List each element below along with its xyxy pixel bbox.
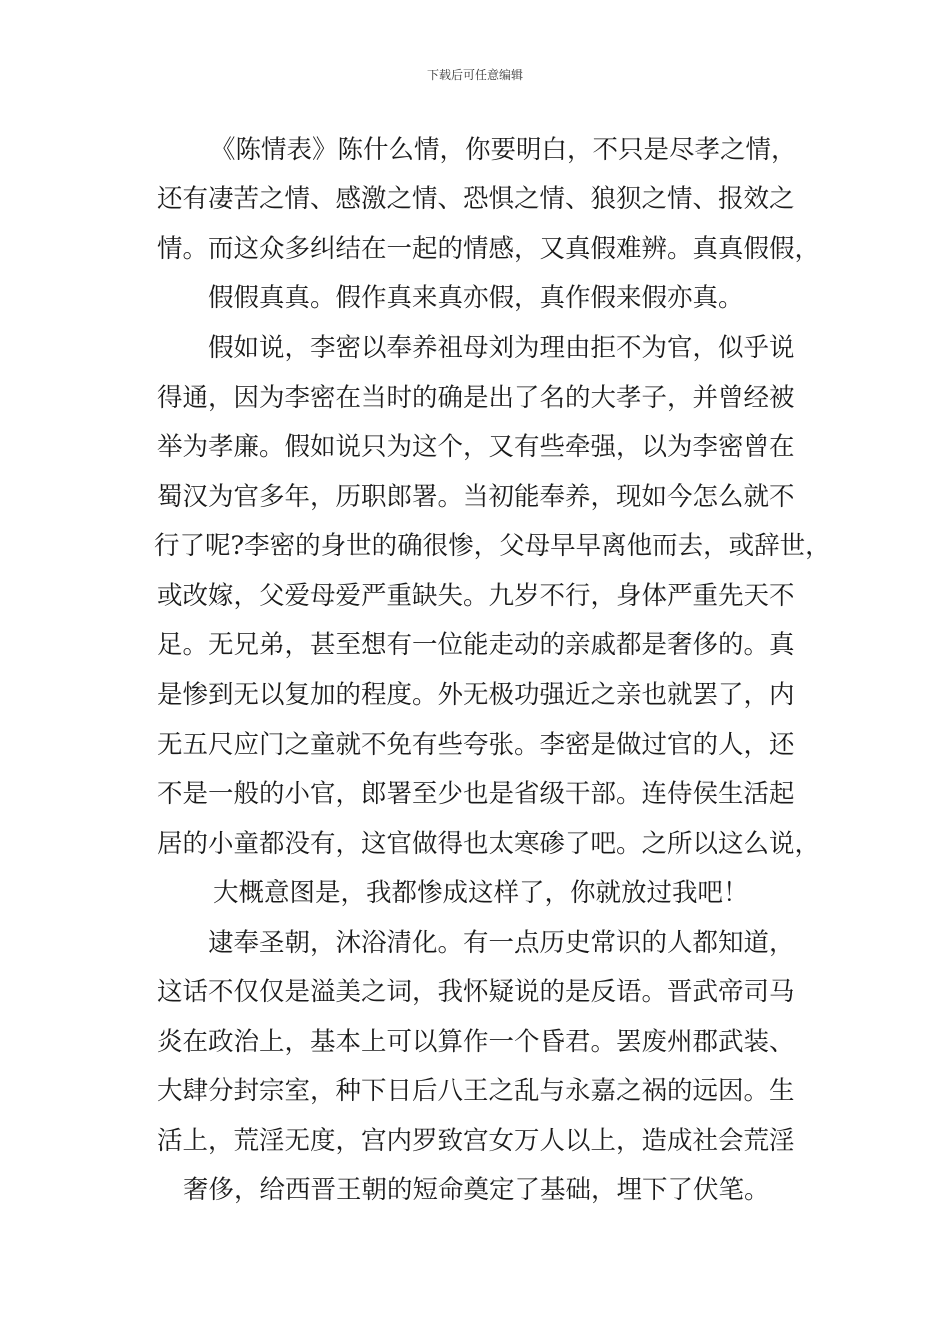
- text-line: 足。无兄弟，甚至想有一位能走动的亲戚都是奢侈的。真: [157, 630, 795, 660]
- text-line: 蜀汉为官多年，历职郎署。当初能奉养，现如今怎么就不: [157, 482, 795, 512]
- text-line: 《陈情表》陈什么情，你要明白，不只是尽孝之情，: [210, 135, 797, 165]
- text-line: 举为孝廉。假如说只为这个，又有些牵强，以为李密曾在: [157, 432, 795, 462]
- text-line: 行了呢?李密的身世的确很惨，父母早早离他而去，或辞世，: [154, 531, 831, 561]
- page-header: 下载后可任意编辑: [426, 68, 523, 82]
- text-line: 无五尺应门之童就不免有些夸张。李密是做过官的人，还: [157, 730, 795, 760]
- text-line: 逮奉圣朝，沐浴清化。有一点历史常识的人都知道，: [208, 928, 795, 958]
- text-line: 假假真真。假作真来真亦假，真作假来假亦真。: [208, 283, 744, 313]
- text-line: 得通，因为李密在当时的确是出了名的大孝子，并曾经被: [157, 383, 795, 413]
- text-line: 情。而这众多纠结在一起的情感，又真假难辨。真真假假，: [157, 234, 821, 264]
- text-line: 大肆分封宗室，种下日后八王之乱与永嘉之祸的远因。生: [157, 1076, 795, 1106]
- text-line: 大概意图是，我都惨成这样了，你就放过我吧！: [213, 878, 749, 908]
- text-line: 不是一般的小官，郎署至少也是省级干部。连侍侯生活起: [157, 779, 795, 809]
- text-line: 或改嫁，父爱母爱严重缺失。九岁不行，身体严重先天不: [157, 581, 795, 611]
- text-line: 假如说，李密以奉养祖母刘为理由拒不为官，似乎说: [208, 333, 795, 363]
- text-line: 活上，荒淫无度，宫内罗致宫女万人以上，造成社会荒淫: [157, 1126, 795, 1156]
- text-line: 炎在政治上，基本上可以算作一个昏君。罢废州郡武装、: [157, 1027, 795, 1057]
- text-line: 还有凄苦之情、感激之情、恐惧之情、狼狈之情、报效之: [157, 184, 795, 214]
- text-line: 是惨到无以复加的程度。外无极功强近之亲也就罢了，内: [157, 680, 795, 710]
- text-line: 居的小童都没有，这官做得也太寒碜了吧。之所以这么说，: [157, 829, 821, 859]
- text-line: 奢侈，给西晋王朝的短命奠定了基础，埋下了伏笔。: [183, 1175, 770, 1205]
- text-line: 这话不仅仅是溢美之词，我怀疑说的是反语。晋武帝司马: [157, 977, 795, 1007]
